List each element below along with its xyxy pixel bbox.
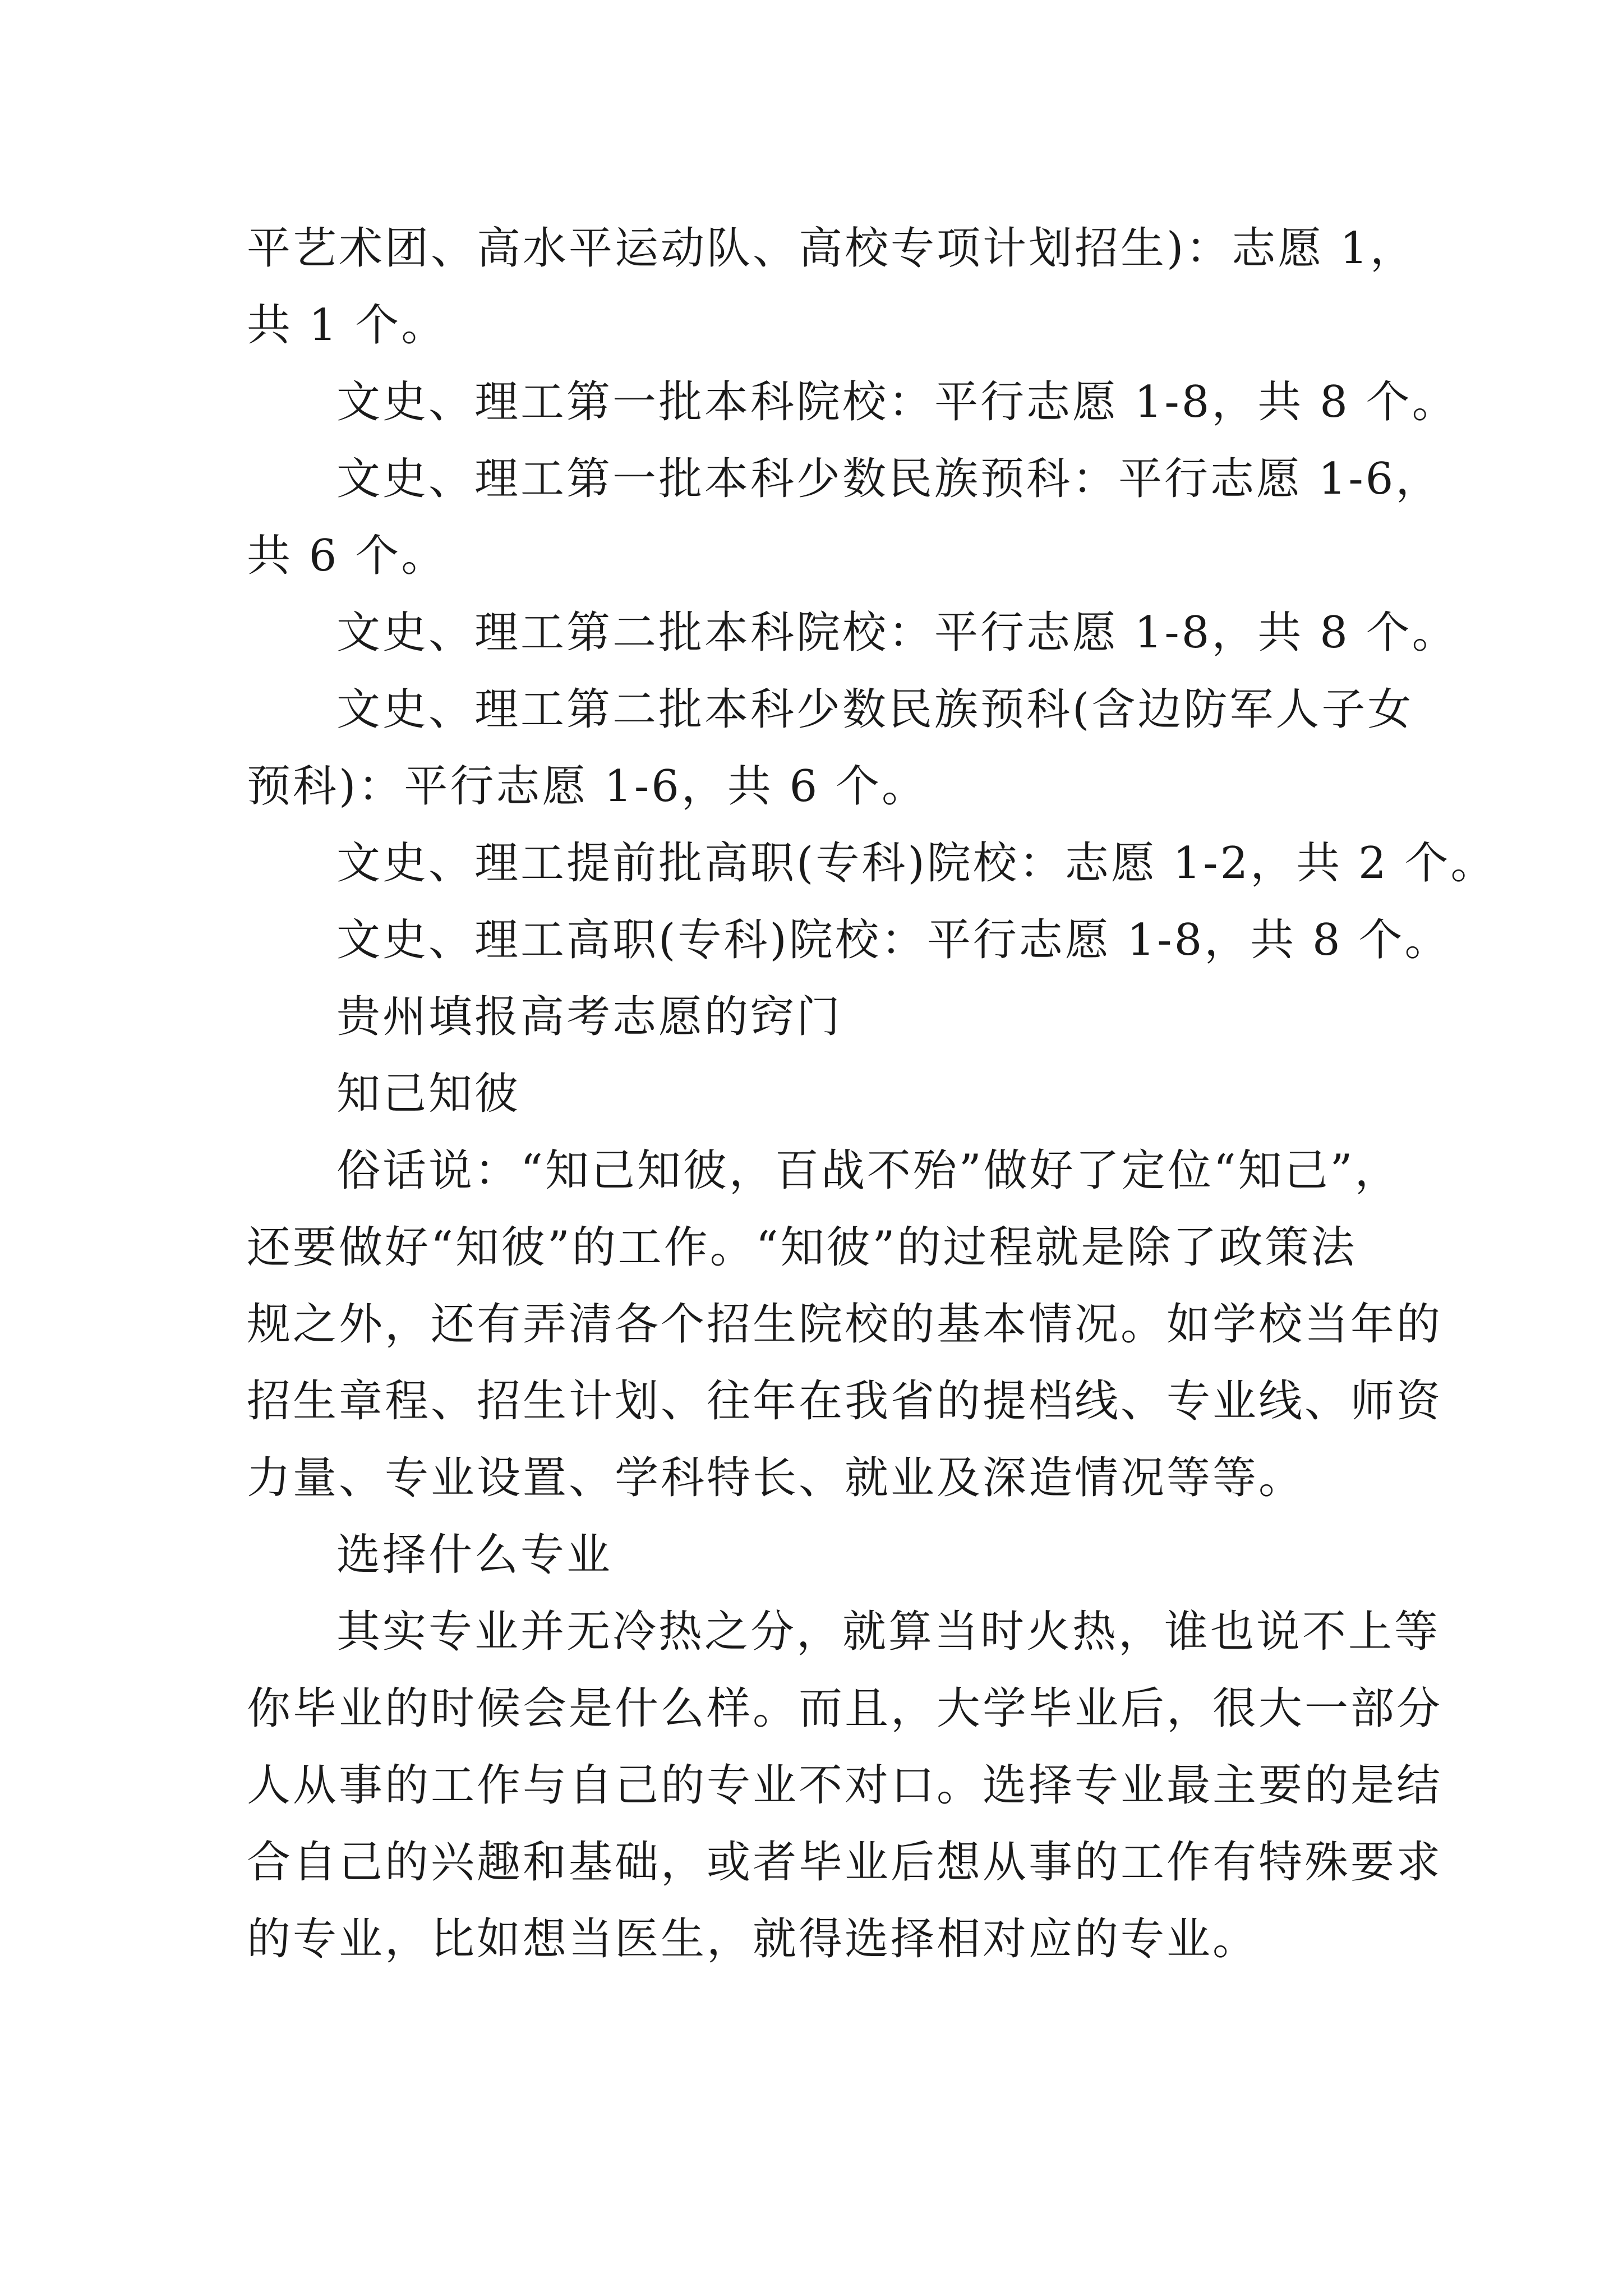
- text-line: 规之外，还有弄清各个招生院校的基本情况。如学校当年的: [247, 1299, 1443, 1350]
- text-line: 文史、理工第一批本科少数民族预科：平行志愿 1-6，: [336, 454, 1442, 504]
- text-line: 你毕业的时候会是什么样。而且，大学毕业后，很大一部分: [247, 1683, 1443, 1734]
- text-line: 文史、理工提前批高职(专科)院校：志愿 1-2，共 2 个。: [336, 838, 1497, 889]
- text-line: 合自己的兴趣和基础，或者毕业后想从事的工作有特殊要求: [247, 1837, 1443, 1888]
- text-line: 共 6 个。: [247, 531, 448, 581]
- text-line: 文史、理工第二批本科少数民族预科(含边防军人子女: [336, 684, 1414, 735]
- text-line: 人从事的工作与自己的专业不对口。选择专业最主要的是结: [247, 1760, 1443, 1811]
- text-line: 文史、理工第二批本科院校：平行志愿 1-8，共 8 个。: [336, 608, 1458, 658]
- subsection-heading: 知己知彼: [336, 1069, 521, 1119]
- text-line: 共 1 个。: [247, 300, 448, 351]
- text-line: 其实专业并无冷热之分，就算当时火热，谁也说不上等: [336, 1607, 1441, 1657]
- text-line: 预科)：平行志愿 1-6，共 6 个。: [247, 761, 928, 812]
- document-body: [247, 210, 1497, 1978]
- section-heading: 贵州填报高考志愿的窍门: [336, 992, 843, 1042]
- text-line: 力量、专业设置、学科特长、就业及深造情况等等。: [247, 1453, 1305, 1503]
- text-line: 平艺术团、高水平运动队、高校专项计划招生)：志愿 1，: [247, 223, 1416, 274]
- subsection-heading: 选择什么专业: [336, 1530, 613, 1580]
- text-line: 俗话说：“知己知彼，百战不殆”做好了定位“知己”，: [336, 1145, 1401, 1196]
- text-line: 招生章程、招生计划、往年在我省的提档线、专业线、师资: [247, 1376, 1443, 1427]
- text-line: 的专业，比如想当医生，就得选择相对应的专业。: [247, 1914, 1259, 1964]
- text-line: 还要做好“知彼”的工作。“知彼”的过程就是除了政策法: [247, 1222, 1357, 1273]
- text-line: 文史、理工第一批本科院校：平行志愿 1-8，共 8 个。: [336, 377, 1458, 427]
- text-line: 文史、理工高职(专科)院校：平行志愿 1-8，共 8 个。: [336, 915, 1451, 965]
